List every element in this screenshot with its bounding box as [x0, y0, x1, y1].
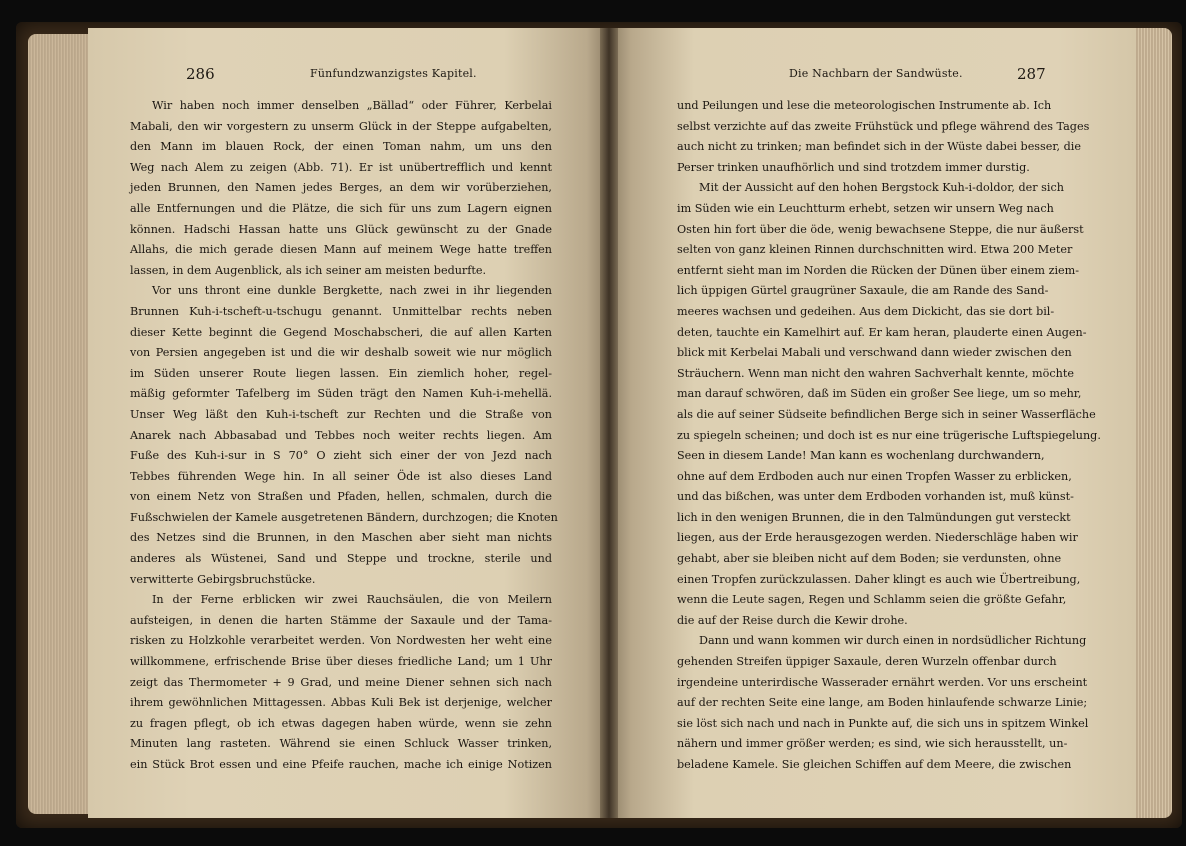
text-line: entfernt sieht man im Norden die Rücken der Dünen über einem ziem-	[677, 263, 1080, 277]
text-line: zu fragen pflegt, ob ich etwas dagegen haben würde, wenn sie zehn	[130, 716, 552, 730]
text-line: Seen in diesem Lande! Man kann es wochenlang durchwandern,	[677, 449, 1045, 463]
text-line: auf der rechten Seite eine lange, am Boden hinlaufende schwarze Linie;	[677, 696, 1088, 710]
text-line: beladene Kamele. Sie gleichen Schiffen auf dem Meere, die zwischen	[677, 758, 1072, 771]
text-line: liegen, aus der Erde herausgezogen werden. Niederschläge haben wir	[677, 531, 1078, 545]
text-line: Unser Weg läßt den Kuh-i-tscheft zur Rechten und die Straße von	[130, 407, 552, 421]
text-line: dieser Kette beginnt die Gegend Moschabscheri, die auf allen Karten	[130, 325, 552, 339]
text-line: lich in den wenigen Brunnen, die in den Talmündungen gut versteckt	[677, 510, 1071, 524]
right-page-number: 287	[1017, 65, 1046, 83]
text-line: zu spiegeln scheinen; und doch ist es nur eine trügerische Luftspiegelung.	[677, 428, 1101, 442]
text-line: von Persien angegeben ist und die wir deshalb soweit wie nur möglich	[130, 346, 552, 360]
text-line: Weg nach Alem zu zeigen (Abb. 71). Er ist unübertrefflich und kennt	[130, 160, 552, 174]
text-line: Sträuchern. Wenn man nicht den wahren Sachverhalt kennte, möchte	[677, 366, 1074, 380]
text-line: selten von ganz kleinen Rinnen durchschnitten wird. Etwa 200 Meter	[677, 243, 1073, 257]
book-gutter	[600, 28, 618, 818]
text-line: des Netzes sind die Brunnen, in den Maschen aber sieht man nichts	[130, 531, 552, 545]
text-line: In der Ferne erblicken wir zwei Rauchsäulen, die von Meilern	[152, 593, 552, 607]
text-line: lassen, in dem Augenblick, als ich seiner am meisten bedurfte.	[130, 263, 487, 277]
text-line: können. Hadschi Hassan hatte uns Glück gewünscht zu der Gnade	[130, 222, 552, 236]
text-line: meeres wachsen und gedeihen. Aus dem Dickicht, das sie dort bil-	[677, 304, 1055, 318]
text-line: als die auf seiner Südseite befindlichen Berge sich in seiner Wasserfläche	[677, 407, 1096, 421]
text-line: irgendeine unterirdische Wasserader ernährt werden. Vor uns erscheint	[677, 675, 1088, 689]
text-line: anderes als Wüstenei, Sand und Steppe und trockne, sterile und	[130, 552, 552, 566]
text-line: den Mann im blauen Rock, der einen Toman nahm, um uns den	[130, 140, 552, 154]
text-line: Minuten lang rasteten. Während sie einen Schluck Wasser trinken,	[130, 737, 552, 751]
text-line: Fußschwielen der Kamele ausgetretenen Bändern, durchzogen; die Knoten	[130, 510, 558, 524]
left-page-header	[130, 62, 552, 86]
text-line: wenn die Leute sagen, Regen und Schlamm seien die größte Gefahr,	[677, 593, 1067, 607]
text-line: ihrem gewöhnlichen Mittagessen. Abbas Kuli Bek ist derjenige, welcher	[130, 696, 552, 710]
text-line: Fuße des Kuh-i-sur in S 70° O zieht sich einer der von Jezd nach	[130, 449, 552, 463]
text-line: nähern und immer größer werden; es sind, wie sich herausstellt, un-	[677, 737, 1068, 751]
text-line: lich üppigen Gürtel graugrüner Saxaule, die am Rande des Sand-	[677, 284, 1049, 298]
right-page-header	[677, 62, 1046, 86]
text-line: jeden Brunnen, den Namen jedes Berges, an dem wir vorüberziehen,	[130, 181, 552, 195]
text-line: ein Stück Brot essen und eine Pfeife rauchen, mache ich einige Notizen	[130, 758, 552, 771]
left-page-body	[130, 96, 558, 776]
text-line: und Peilungen und lese die meteorologischen Instrumente ab. Ich	[677, 99, 1052, 112]
text-line: von einem Netz von Straßen und Pfaden, hellen, schmalen, durch die	[130, 490, 552, 504]
text-line: Tebbes führenden Wege hin. In all seiner Öde ist also dieses Land	[130, 469, 552, 483]
text-line: verwitterte Gebirgsbruchstücke.	[130, 572, 316, 586]
text-line: Mit der Aussicht auf den hohen Bergstock Kuh-i-doldor, der sich	[699, 181, 1064, 195]
text-line: Anarek nach Abbasabad und Tebbes noch weiter rechts liegen. Am	[130, 428, 552, 442]
text-line: Osten hin fort über die öde, wenig bewachsene Steppe, die nur äußerst	[677, 222, 1084, 236]
text-line: blick mit Kerbelai Mabali und verschwand dann wieder zwischen den	[677, 346, 1072, 360]
text-line: Allahs, die mich gerade diesen Mann auf meinem Wege hatte treffen	[130, 243, 552, 257]
text-line: im Süden wie ein Leuchtturm erhebt, setzen wir unsern Weg nach	[677, 201, 1054, 215]
text-line: Dann und wann kommen wir durch einen in nordsüdlicher Richtung	[699, 634, 1087, 648]
text-line: mäßig geformter Tafelberg im Süden trägt den Namen Kuh-i-mehellä.	[130, 387, 552, 401]
text-line: ohne auf dem Erdboden auch nur einen Tropfen Wasser zu erblicken,	[677, 469, 1072, 483]
text-line: alle Entfernungen und die Plätze, die sich für uns zum Lagern eignen	[130, 201, 552, 215]
text-line: Mabali, den wir vorgestern zu unserm Glück in der Steppe aufgabelten,	[130, 119, 552, 133]
page-edges-right	[1132, 28, 1172, 818]
text-line: auch nicht zu trinken; man befindet sich in der Wüste dabei besser, die	[677, 140, 1082, 154]
left-running-title: Fünfundzwanzigstes Kapitel.	[310, 67, 477, 80]
text-line: Brunnen Kuh-i-tscheft-u-tschugu genannt. Unmittelbar rechts neben	[130, 304, 552, 318]
text-line: man darauf schwören, daß im Süden ein großer See liege, um so mehr,	[677, 387, 1082, 401]
text-line: einen Tropfen zurückzulassen. Daher klingt es auch wie Übertreibung,	[677, 572, 1081, 586]
left-page-number: 286	[186, 65, 215, 83]
text-line: und das bißchen, was unter dem Erdboden vorhanden ist, muß künst-	[677, 490, 1074, 504]
right-page-body	[677, 96, 1101, 776]
text-line: risken zu Holzkohle verarbeitet werden. Von Nordwesten her weht eine	[130, 634, 552, 648]
text-line: gehenden Streifen üppiger Saxaule, deren Wurzeln offenbar durch	[677, 655, 1057, 669]
page-edges-left	[28, 34, 92, 814]
text-line: Perser trinken unaufhörlich und sind trotzdem immer durstig.	[677, 160, 1030, 174]
text-line: im Süden unserer Route liegen lassen. Ein ziemlich hoher, regel-	[130, 366, 552, 380]
text-line: zeigt das Thermometer + 9 Grad, und meine Diener sehnen sich nach	[130, 675, 552, 689]
text-line: aufsteigen, in denen die harten Stämme der Saxaule und der Tama-	[130, 613, 552, 627]
text-line: Vor uns thront eine dunkle Bergkette, nach zwei in ihr liegenden	[152, 284, 552, 298]
text-line: selbst verzichte auf das zweite Frühstück und pflege während des Tages	[677, 119, 1090, 133]
text-line: deten, tauchte ein Kamelhirt auf. Er kam heran, plauderte einen Augen-	[677, 325, 1087, 339]
text-line: die auf der Reise durch die Kewir drohe.	[677, 613, 908, 627]
text-line: Wir haben noch immer denselben „Bällad“ oder Führer, Kerbelai	[152, 99, 552, 112]
text-line: gehabt, aber sie bleiben nicht auf dem Boden; sie verdunsten, ohne	[677, 552, 1062, 566]
right-running-title: Die Nachbarn der Sandwüste.	[789, 67, 963, 80]
text-line: willkommene, erfrischende Brise über dieses friedliche Land; um 1 Uhr	[130, 655, 552, 669]
text-line: sie löst sich nach und nach in Punkte auf, die sich uns in spitzem Winkel	[677, 716, 1089, 730]
